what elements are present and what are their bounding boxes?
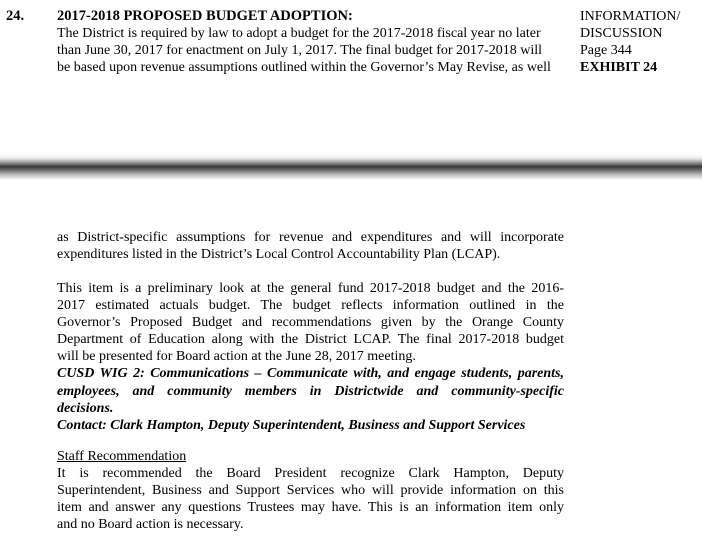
paragraph-line: item and answer any questions Trustees may have. This is an information item only xyxy=(57,500,564,516)
paragraph-line: Governor’s Proposed Budget and recommendations given by the Orange County xyxy=(57,315,564,331)
paragraph-line: It is recommended the Board President recognize Clark Hampton, Deputy xyxy=(57,466,564,482)
contact-line: Contact: Clark Hampton, Deputy Superintendent, Business and Support Services xyxy=(57,417,526,433)
staff-recommendation-heading: Staff Recommendation xyxy=(57,449,187,464)
paragraph-line: as District-specific assumptions for revenue and expenditures and will incorporate xyxy=(57,230,564,245)
paragraph-line: expenditures listed in the District’s Local Control Accountability Plan (LCAP). xyxy=(57,247,501,263)
side-label-information: INFORMATION/ xyxy=(580,9,681,24)
wig-line: employees, and community members in Districtwide and community-specific xyxy=(57,383,564,399)
wig-line: decisions. xyxy=(57,400,114,416)
side-exhibit-label: EXHIBIT 24 xyxy=(580,60,658,75)
staff-recommendation-section xyxy=(57,448,564,533)
paragraph-line: This item is a preliminary look at the general fund 2017-2018 budget and the 2016- xyxy=(57,281,564,296)
item-title: 2017-2018 PROPOSED BUDGET ADOPTION: xyxy=(57,8,353,24)
side-page-number: Page 344 xyxy=(580,43,632,58)
intro-line: than June 30, 2017 for enactment on July 1, 2017. The final budget for 2017-2018 will xyxy=(57,43,542,58)
preliminary-paragraph xyxy=(57,280,564,434)
continuation-paragraph xyxy=(57,229,564,263)
paragraph-line: Department of Education along with the District LCAP. The final 2017-2018 budget xyxy=(57,332,564,348)
side-label-discussion: DISCUSSION xyxy=(580,26,663,41)
paragraph-line: and no Board action is necessary. xyxy=(57,517,244,533)
intro-line: be based upon revenue assumptions outlined within the Governor’s May Revise, as well xyxy=(57,60,551,75)
item-number: 24. xyxy=(6,8,25,24)
page-break-divider xyxy=(0,154,702,180)
wig-line: CUSD WIG 2: Communications – Communicate with, and engage students, parents, xyxy=(57,366,564,382)
paragraph-line: will be presented for Board action at the June 28, 2017 meeting. xyxy=(57,349,416,365)
paragraph-line: Superintendent, Business and Support Services who will provide information on this xyxy=(57,483,564,499)
intro-line: The District is required by law to adopt a budget for the 2017-2018 fiscal year no later xyxy=(57,26,541,41)
paragraph-line: 2017 estimated actuals budget. The budget reflects information outlined in the xyxy=(57,298,564,314)
